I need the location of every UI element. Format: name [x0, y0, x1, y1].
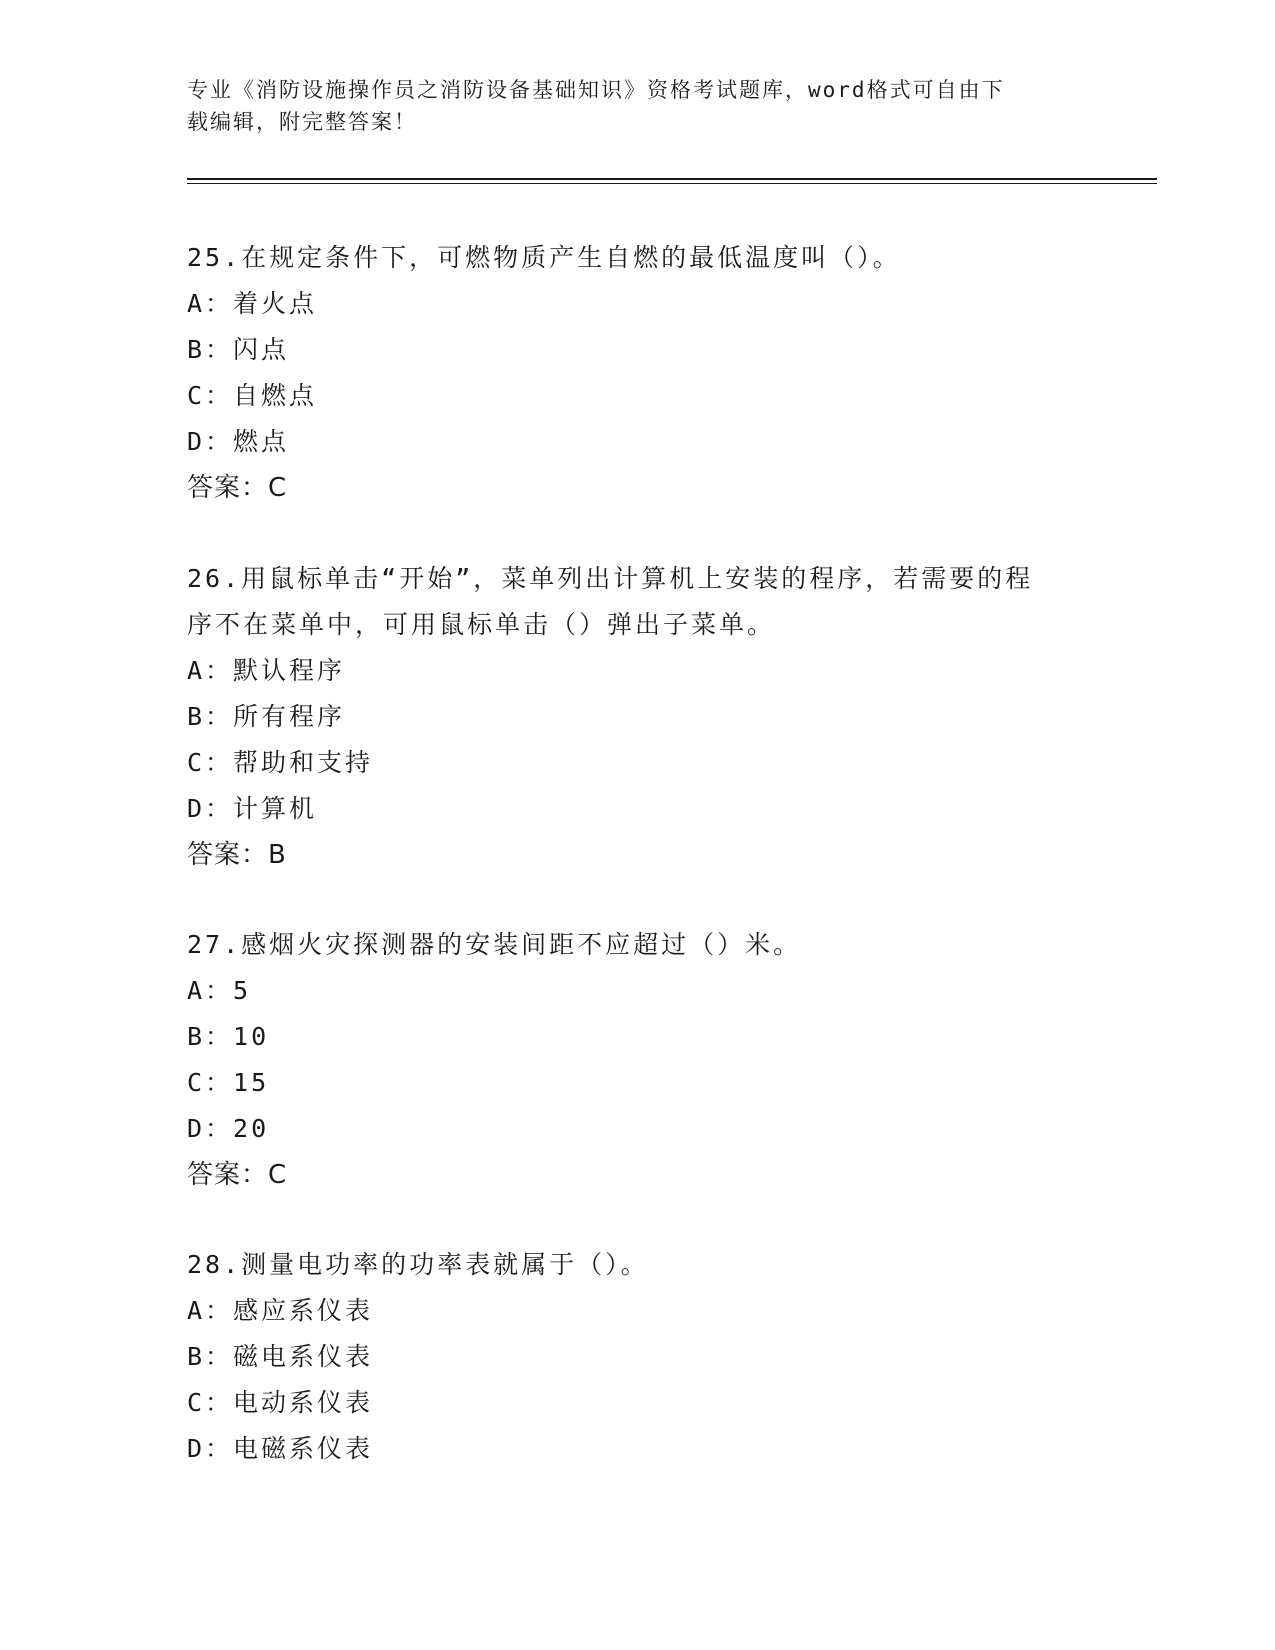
- header-divider-thin: [187, 183, 1157, 184]
- option-d: D：电磁系仪表: [187, 1434, 374, 1463]
- document-header: [187, 74, 1087, 138]
- option-d: D：20: [187, 1114, 270, 1143]
- question-stem-line-2: 序不在菜单中，可用鼠标单击（）弹出子菜单。: [187, 610, 776, 639]
- option-a: A：着火点: [187, 289, 318, 318]
- option-b: B：所有程序: [187, 702, 346, 731]
- option-c: C：帮助和支持: [187, 748, 374, 777]
- question-stem: 28.测量电功率的功率表就属于（）。: [187, 1250, 649, 1279]
- option-c: C：自燃点: [187, 381, 318, 410]
- answer-line: 答案：C: [187, 473, 288, 503]
- question-27: [187, 922, 1087, 1198]
- option-a: A：感应系仪表: [187, 1296, 374, 1325]
- question-stem: 25.在规定条件下，可燃物质产生自燃的最低温度叫（）。: [187, 243, 901, 272]
- option-a: A：默认程序: [187, 656, 346, 685]
- header-divider-thick: [187, 178, 1157, 180]
- answer-line: 答案：B: [187, 840, 287, 870]
- question-stem-line-1: 26.用鼠标单击“开始”，菜单列出计算机上安装的程序，若需要的程: [187, 564, 1034, 593]
- question-stem: 27.感烟火灾探测器的安装间距不应超过（）米。: [187, 930, 802, 959]
- option-c: C：电动系仪表: [187, 1388, 374, 1417]
- option-c: C：15: [187, 1068, 270, 1097]
- answer-line: 答案：C: [187, 1160, 288, 1190]
- header-line-2: 载编辑，附完整答案！: [187, 110, 417, 134]
- option-a: A：5: [187, 976, 252, 1005]
- option-d: D：计算机: [187, 794, 318, 823]
- question-28: [187, 1242, 1087, 1472]
- option-b: B：闪点: [187, 335, 290, 364]
- option-b: B：10: [187, 1022, 270, 1051]
- question-25: [187, 235, 1087, 511]
- question-26: [187, 556, 1087, 878]
- header-line-1: 专业《消防设施操作员之消防设备基础知识》资格考试题库，word格式可自由下: [187, 78, 1005, 102]
- option-b: B：磁电系仪表: [187, 1342, 374, 1371]
- option-d: D：燃点: [187, 427, 290, 456]
